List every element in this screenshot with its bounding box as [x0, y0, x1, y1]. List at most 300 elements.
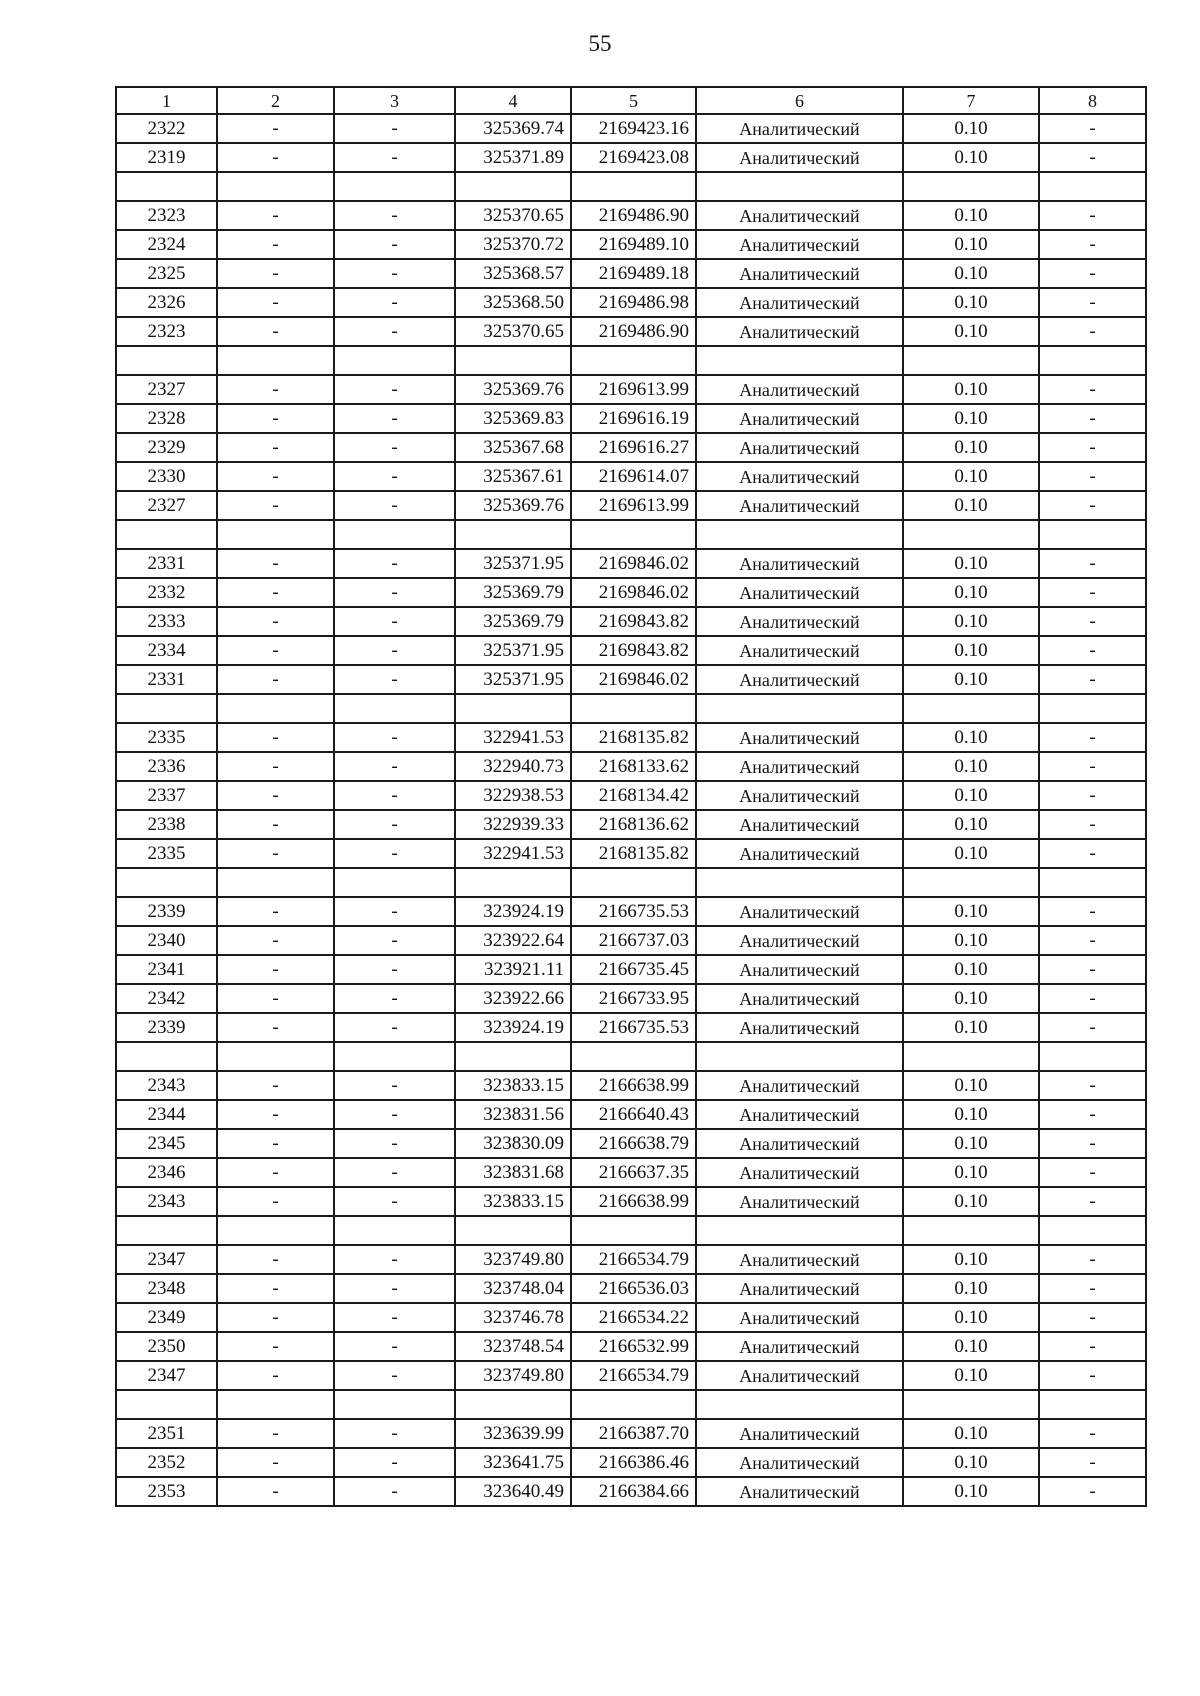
table-cell-col-2 [217, 346, 334, 375]
separator-row [116, 1390, 1146, 1419]
table-cell-col-2: - [217, 1129, 334, 1158]
table-cell-col-1: 2338 [116, 810, 217, 839]
table-cell-col-3: - [334, 1100, 455, 1129]
table-cell-col-7 [903, 868, 1039, 897]
table-cell-col-1: 2353 [116, 1477, 217, 1506]
table-cell-col-6: Аналитический [696, 607, 903, 636]
table-cell-col-6: Аналитический [696, 433, 903, 462]
table-cell-col-4: 325369.79 [455, 578, 571, 607]
table-cell-col-5: 2169613.99 [571, 375, 696, 404]
table-cell-col-5: 2169489.10 [571, 230, 696, 259]
table-cell-col-8: - [1039, 491, 1146, 520]
table-cell-col-6: Аналитический [696, 1187, 903, 1216]
table-cell-col-6: Аналитический [696, 375, 903, 404]
table-cell-col-5 [571, 1390, 696, 1419]
table-cell-col-4: 323639.99 [455, 1419, 571, 1448]
table-cell-col-8 [1039, 694, 1146, 723]
table-cell-col-4: 323831.56 [455, 1100, 571, 1129]
table-cell-col-4: 325370.65 [455, 317, 571, 346]
table-cell-col-5: 2169616.27 [571, 433, 696, 462]
table-row [116, 665, 1146, 694]
table-cell-col-7: 0.10 [903, 752, 1039, 781]
table-cell-col-2 [217, 1216, 334, 1245]
table-cell-col-4: 325369.74 [455, 114, 571, 143]
table-cell-col-2: - [217, 723, 334, 752]
table-cell-col-3: - [334, 1274, 455, 1303]
column-header-7: 7 [903, 87, 1039, 114]
table-cell-col-7: 0.10 [903, 317, 1039, 346]
table-row [116, 752, 1146, 781]
table-cell-col-4: 323922.64 [455, 926, 571, 955]
table-cell-col-7: 0.10 [903, 201, 1039, 230]
table-cell-col-7: 0.10 [903, 1332, 1039, 1361]
table-cell-col-5 [571, 868, 696, 897]
table-cell-col-6: Аналитический [696, 636, 903, 665]
table-cell-col-3: - [334, 1013, 455, 1042]
table-cell-col-6: Аналитический [696, 1477, 903, 1506]
table-cell-col-2: - [217, 984, 334, 1013]
table-cell-col-1: 2343 [116, 1071, 217, 1100]
table-cell-col-1: 2322 [116, 114, 217, 143]
table-cell-col-4: 323746.78 [455, 1303, 571, 1332]
table-cell-col-8: - [1039, 288, 1146, 317]
table-cell-col-7: 0.10 [903, 607, 1039, 636]
column-header-8: 8 [1039, 87, 1146, 114]
table-cell-col-4: 325371.95 [455, 665, 571, 694]
table-cell-col-6: Аналитический [696, 984, 903, 1013]
table-cell-col-1: 2332 [116, 578, 217, 607]
table-cell-col-7 [903, 520, 1039, 549]
table-cell-col-7: 0.10 [903, 288, 1039, 317]
table-cell-col-7: 0.10 [903, 810, 1039, 839]
table-cell-col-6: Аналитический [696, 955, 903, 984]
table-row [116, 114, 1146, 143]
table-cell-col-1 [116, 520, 217, 549]
table-cell-col-3: - [334, 1303, 455, 1332]
table-cell-col-5 [571, 520, 696, 549]
table-cell-col-3: - [334, 288, 455, 317]
table-cell-col-7 [903, 1390, 1039, 1419]
table-row [116, 984, 1146, 1013]
table-cell-col-5: 2166384.66 [571, 1477, 696, 1506]
table-cell-col-6: Аналитический [696, 462, 903, 491]
table-cell-col-3: - [334, 1448, 455, 1477]
table-cell-col-2: - [217, 143, 334, 172]
table-cell-col-1: 2319 [116, 143, 217, 172]
table-cell-col-2: - [217, 491, 334, 520]
table-cell-col-7: 0.10 [903, 955, 1039, 984]
table-cell-col-6: Аналитический [696, 288, 903, 317]
table-cell-col-2: - [217, 462, 334, 491]
table-cell-col-5: 2169489.18 [571, 259, 696, 288]
column-header-3: 3 [334, 87, 455, 114]
table-cell-col-2: - [217, 1419, 334, 1448]
table-cell-col-6: Аналитический [696, 1100, 903, 1129]
table-row [116, 462, 1146, 491]
table-row [116, 404, 1146, 433]
table-row [116, 636, 1146, 665]
table-cell-col-2: - [217, 375, 334, 404]
table-row [116, 230, 1146, 259]
table-cell-col-3 [334, 694, 455, 723]
table-cell-col-3: - [334, 201, 455, 230]
table-cell-col-8 [1039, 520, 1146, 549]
table-cell-col-7: 0.10 [903, 839, 1039, 868]
table-cell-col-2 [217, 868, 334, 897]
table-cell-col-2 [217, 1390, 334, 1419]
table-cell-col-3: - [334, 636, 455, 665]
table-cell-col-8: - [1039, 897, 1146, 926]
table-row [116, 433, 1146, 462]
table-cell-col-5: 2166638.79 [571, 1129, 696, 1158]
table-row [116, 201, 1146, 230]
table-cell-col-6: Аналитический [696, 1071, 903, 1100]
table-cell-col-8 [1039, 1216, 1146, 1245]
table-cell-col-5: 2166735.53 [571, 897, 696, 926]
table-cell-col-8: - [1039, 317, 1146, 346]
table-cell-col-8: - [1039, 926, 1146, 955]
table-cell-col-8: - [1039, 375, 1146, 404]
table-cell-col-2: - [217, 1071, 334, 1100]
table-cell-col-1: 2347 [116, 1245, 217, 1274]
table-cell-col-1: 2327 [116, 375, 217, 404]
table-row [116, 1361, 1146, 1390]
table-cell-col-7: 0.10 [903, 926, 1039, 955]
table-cell-col-6: Аналитический [696, 1303, 903, 1332]
table-cell-col-8: - [1039, 578, 1146, 607]
separator-row [116, 172, 1146, 201]
table-cell-col-7: 0.10 [903, 636, 1039, 665]
table-cell-col-4: 322941.53 [455, 839, 571, 868]
table-row [116, 1274, 1146, 1303]
table-cell-col-3: - [334, 230, 455, 259]
table-cell-col-7: 0.10 [903, 1100, 1039, 1129]
table-cell-col-8: - [1039, 462, 1146, 491]
table-cell-col-7: 0.10 [903, 1477, 1039, 1506]
table-cell-col-4: 323830.09 [455, 1129, 571, 1158]
table-row [116, 1419, 1146, 1448]
table-cell-col-6 [696, 694, 903, 723]
table-cell-col-2: - [217, 1303, 334, 1332]
table-cell-col-5: 2166735.45 [571, 955, 696, 984]
table-cell-col-7 [903, 694, 1039, 723]
table-cell-col-7: 0.10 [903, 1419, 1039, 1448]
table-cell-col-2: - [217, 752, 334, 781]
table-cell-col-4: 323921.11 [455, 955, 571, 984]
table-cell-col-2: - [217, 1274, 334, 1303]
table-cell-col-6: Аналитический [696, 810, 903, 839]
table-cell-col-5: 2169846.02 [571, 665, 696, 694]
table-cell-col-6: Аналитический [696, 491, 903, 520]
table-cell-col-4: 325368.50 [455, 288, 571, 317]
table-cell-col-3: - [334, 1187, 455, 1216]
table-cell-col-6: Аналитический [696, 143, 903, 172]
table-cell-col-2: - [217, 1187, 334, 1216]
table-cell-col-1 [116, 172, 217, 201]
table-cell-col-6: Аналитический [696, 752, 903, 781]
table-cell-col-1: 2337 [116, 781, 217, 810]
table-cell-col-4: 325370.72 [455, 230, 571, 259]
table-cell-col-8: - [1039, 201, 1146, 230]
table-cell-col-2: - [217, 578, 334, 607]
table-cell-col-3: - [334, 143, 455, 172]
table-cell-col-8: - [1039, 549, 1146, 578]
table-cell-col-3: - [334, 839, 455, 868]
table-cell-col-4: 323922.66 [455, 984, 571, 1013]
table-cell-col-3 [334, 520, 455, 549]
table-cell-col-5: 2169613.99 [571, 491, 696, 520]
table-cell-col-1: 2347 [116, 1361, 217, 1390]
table-cell-col-8: - [1039, 1332, 1146, 1361]
table-cell-col-6: Аналитический [696, 404, 903, 433]
table-cell-col-5 [571, 694, 696, 723]
table-cell-col-3: - [334, 1071, 455, 1100]
table-cell-col-1: 2335 [116, 839, 217, 868]
table-cell-col-4 [455, 1042, 571, 1071]
table-cell-col-1: 2327 [116, 491, 217, 520]
table-cell-col-8: - [1039, 839, 1146, 868]
table-cell-col-6: Аналитический [696, 926, 903, 955]
table-cell-col-4: 325368.57 [455, 259, 571, 288]
table-cell-col-5: 2169616.19 [571, 404, 696, 433]
table-cell-col-4: 325369.76 [455, 375, 571, 404]
table-cell-col-8 [1039, 1390, 1146, 1419]
table-cell-col-6 [696, 346, 903, 375]
table-row [116, 1187, 1146, 1216]
table-cell-col-8: - [1039, 404, 1146, 433]
table-cell-col-8 [1039, 346, 1146, 375]
table-cell-col-5: 2169846.02 [571, 549, 696, 578]
table-cell-col-3: - [334, 549, 455, 578]
table-cell-col-1: 2339 [116, 1013, 217, 1042]
table-cell-col-2: - [217, 1013, 334, 1042]
table-cell-col-4 [455, 1390, 571, 1419]
table-row [116, 375, 1146, 404]
table-row [116, 549, 1146, 578]
table-cell-col-3: - [334, 1158, 455, 1187]
table-cell-col-3: - [334, 1477, 455, 1506]
table-cell-col-6 [696, 1216, 903, 1245]
table-row [116, 926, 1146, 955]
table-cell-col-4: 323748.54 [455, 1332, 571, 1361]
table-cell-col-1: 2324 [116, 230, 217, 259]
table-cell-col-8: - [1039, 810, 1146, 839]
table-cell-col-5: 2169423.08 [571, 143, 696, 172]
table-cell-col-5: 2168135.82 [571, 839, 696, 868]
table-cell-col-4 [455, 868, 571, 897]
table-cell-col-3: - [334, 723, 455, 752]
separator-row [116, 694, 1146, 723]
table-cell-col-4: 323749.80 [455, 1245, 571, 1274]
table-row [116, 1477, 1146, 1506]
table-row [116, 259, 1146, 288]
table-cell-col-6: Аналитический [696, 549, 903, 578]
table-cell-col-6: Аналитический [696, 897, 903, 926]
table-cell-col-1: 2340 [116, 926, 217, 955]
table-cell-col-4: 323831.68 [455, 1158, 571, 1187]
table-cell-col-3: - [334, 1245, 455, 1274]
table-cell-col-6: Аналитический [696, 317, 903, 346]
table-cell-col-7 [903, 172, 1039, 201]
table-cell-col-2: - [217, 1100, 334, 1129]
table-cell-col-3: - [334, 375, 455, 404]
table-cell-col-7 [903, 1216, 1039, 1245]
table-cell-col-7: 0.10 [903, 984, 1039, 1013]
table-cell-col-2: - [217, 839, 334, 868]
table-cell-col-5: 2166386.46 [571, 1448, 696, 1477]
table-cell-col-5: 2169614.07 [571, 462, 696, 491]
table-cell-col-5: 2166735.53 [571, 1013, 696, 1042]
table-cell-col-4 [455, 520, 571, 549]
table-cell-col-5: 2166387.70 [571, 1419, 696, 1448]
table-row [116, 578, 1146, 607]
table-cell-col-2: - [217, 897, 334, 926]
table-cell-col-6: Аналитический [696, 114, 903, 143]
table-cell-col-8: - [1039, 723, 1146, 752]
table-cell-col-8: - [1039, 1013, 1146, 1042]
table-cell-col-8: - [1039, 1361, 1146, 1390]
table-cell-col-2: - [217, 1332, 334, 1361]
table-cell-col-7: 0.10 [903, 1071, 1039, 1100]
table-cell-col-7: 0.10 [903, 1187, 1039, 1216]
table-cell-col-4: 323749.80 [455, 1361, 571, 1390]
table-cell-col-8: - [1039, 230, 1146, 259]
table-cell-col-5: 2166637.35 [571, 1158, 696, 1187]
table-row [116, 781, 1146, 810]
table-cell-col-4: 323833.15 [455, 1187, 571, 1216]
table-cell-col-3: - [334, 259, 455, 288]
table-cell-col-5: 2168136.62 [571, 810, 696, 839]
table-cell-col-3: - [334, 1419, 455, 1448]
table-cell-col-8: - [1039, 1071, 1146, 1100]
table-cell-col-7: 0.10 [903, 1303, 1039, 1332]
table-header-row [116, 87, 1146, 114]
table-cell-col-5: 2169423.16 [571, 114, 696, 143]
table-cell-col-6: Аналитический [696, 1158, 903, 1187]
table-row [116, 1100, 1146, 1129]
table-cell-col-5: 2166534.22 [571, 1303, 696, 1332]
table-cell-col-6 [696, 1042, 903, 1071]
table-cell-col-3 [334, 1216, 455, 1245]
table-cell-col-1: 2325 [116, 259, 217, 288]
table-cell-col-2: - [217, 404, 334, 433]
table-row [116, 1071, 1146, 1100]
column-header-5: 5 [571, 87, 696, 114]
table-cell-col-8: - [1039, 433, 1146, 462]
table-cell-col-6: Аналитический [696, 1361, 903, 1390]
table-cell-col-1: 2345 [116, 1129, 217, 1158]
table-cell-col-6: Аналитический [696, 1245, 903, 1274]
table-cell-col-2: - [217, 1158, 334, 1187]
table-cell-col-6: Аналитический [696, 1013, 903, 1042]
table-cell-col-2: - [217, 230, 334, 259]
table-cell-col-1: 2344 [116, 1100, 217, 1129]
table-cell-col-5: 2169486.90 [571, 317, 696, 346]
table-cell-col-1: 2342 [116, 984, 217, 1013]
table-cell-col-7: 0.10 [903, 1245, 1039, 1274]
table-cell-col-1: 2349 [116, 1303, 217, 1332]
table-cell-col-8: - [1039, 1100, 1146, 1129]
table-cell-col-2: - [217, 288, 334, 317]
table-cell-col-4 [455, 694, 571, 723]
table-cell-col-8 [1039, 868, 1146, 897]
table-cell-col-2: - [217, 926, 334, 955]
table-cell-col-1: 2346 [116, 1158, 217, 1187]
table-cell-col-7: 0.10 [903, 433, 1039, 462]
table-cell-col-2: - [217, 259, 334, 288]
table-row [116, 839, 1146, 868]
table-cell-col-8: - [1039, 114, 1146, 143]
table-cell-col-3: - [334, 491, 455, 520]
table-cell-col-2 [217, 520, 334, 549]
table-cell-col-5: 2169843.82 [571, 607, 696, 636]
table-cell-col-6 [696, 868, 903, 897]
coordinates-table [115, 86, 1147, 1507]
table-cell-col-8 [1039, 172, 1146, 201]
table-cell-col-1: 2331 [116, 549, 217, 578]
table-cell-col-5 [571, 1042, 696, 1071]
table-cell-col-7: 0.10 [903, 1013, 1039, 1042]
table-cell-col-6 [696, 172, 903, 201]
table-cell-col-3: - [334, 404, 455, 433]
table-cell-col-8: - [1039, 1187, 1146, 1216]
table-cell-col-7: 0.10 [903, 1361, 1039, 1390]
table-cell-col-6: Аналитический [696, 201, 903, 230]
table-cell-col-6: Аналитический [696, 1274, 903, 1303]
table-cell-col-2 [217, 694, 334, 723]
table-cell-col-8: - [1039, 752, 1146, 781]
table-cell-col-7: 0.10 [903, 143, 1039, 172]
table-cell-col-8: - [1039, 955, 1146, 984]
table-cell-col-6: Аналитический [696, 578, 903, 607]
table-cell-col-2: - [217, 1361, 334, 1390]
table-body [116, 87, 1146, 1506]
table-cell-col-6: Аналитический [696, 665, 903, 694]
table-cell-col-2: - [217, 781, 334, 810]
table-cell-col-8: - [1039, 1477, 1146, 1506]
table-cell-col-8: - [1039, 259, 1146, 288]
table-cell-col-1: 2333 [116, 607, 217, 636]
table-row [116, 955, 1146, 984]
table-cell-col-3: - [334, 1361, 455, 1390]
table-cell-col-7 [903, 1042, 1039, 1071]
table-cell-col-3: - [334, 114, 455, 143]
table-cell-col-4: 325369.79 [455, 607, 571, 636]
table-cell-col-3: - [334, 462, 455, 491]
column-header-4: 4 [455, 87, 571, 114]
table-cell-col-7: 0.10 [903, 1448, 1039, 1477]
table-cell-col-6: Аналитический [696, 1129, 903, 1158]
table-cell-col-1: 2336 [116, 752, 217, 781]
table-cell-col-2: - [217, 549, 334, 578]
table-cell-col-3 [334, 868, 455, 897]
table-cell-col-2: - [217, 665, 334, 694]
table-row [116, 491, 1146, 520]
table-cell-col-8: - [1039, 1245, 1146, 1274]
table-row [116, 1158, 1146, 1187]
separator-row [116, 868, 1146, 897]
page-number: 55 [588, 31, 612, 56]
table-cell-col-4: 323641.75 [455, 1448, 571, 1477]
table-row [116, 1332, 1146, 1361]
table-cell-col-1: 2339 [116, 897, 217, 926]
table-cell-col-1 [116, 694, 217, 723]
table-cell-col-4: 325367.61 [455, 462, 571, 491]
table-cell-col-3: - [334, 781, 455, 810]
table-cell-col-1: 2335 [116, 723, 217, 752]
table-cell-col-3: - [334, 607, 455, 636]
table-cell-col-4 [455, 172, 571, 201]
